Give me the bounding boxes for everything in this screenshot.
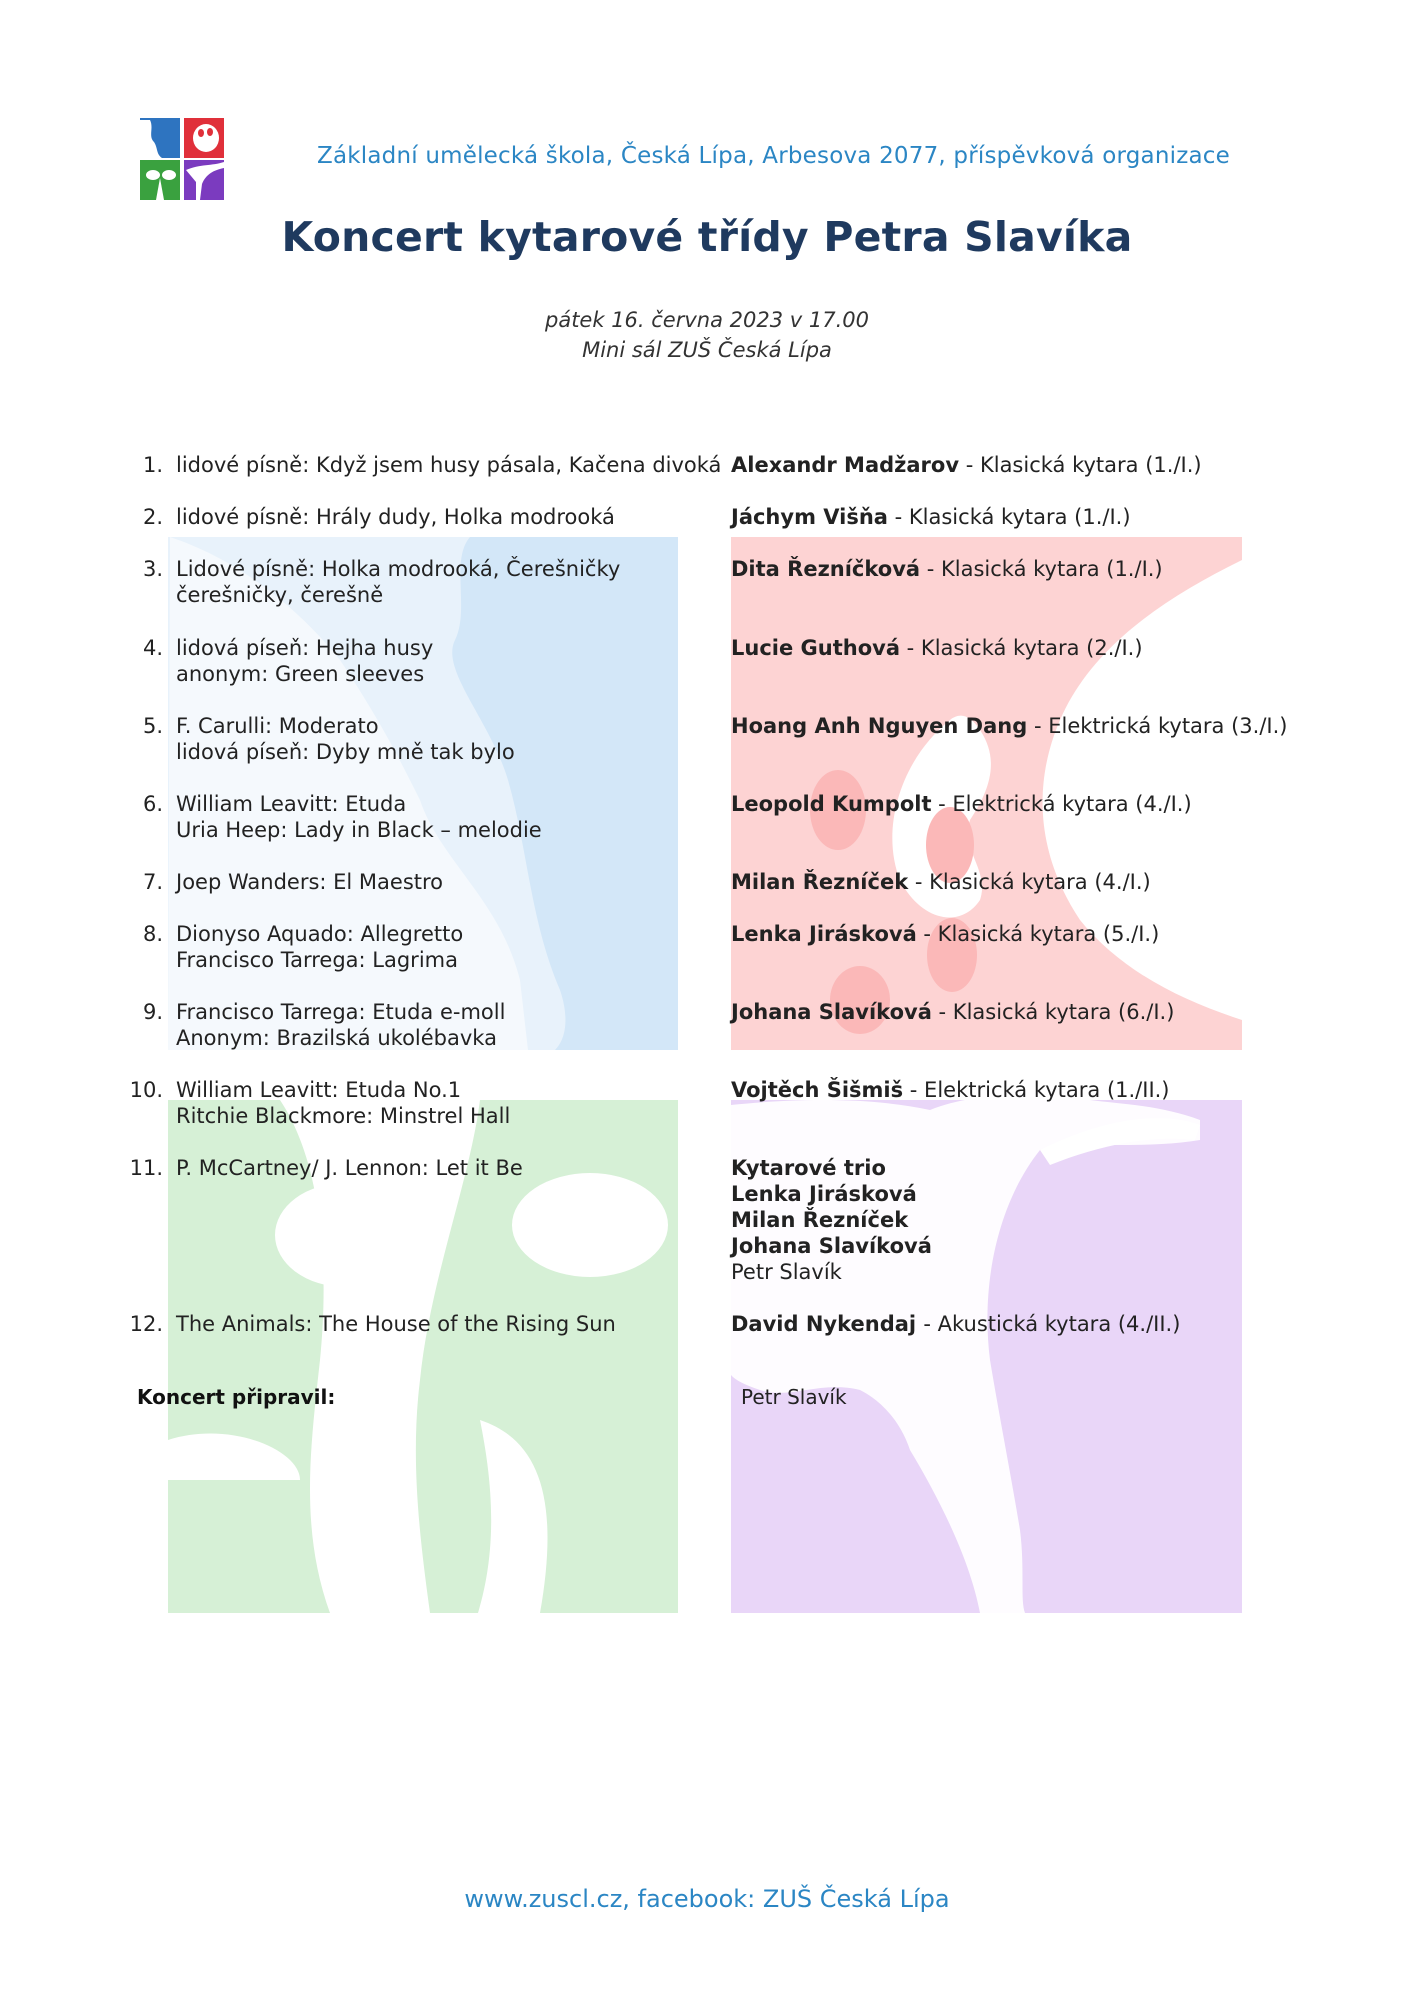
piece-line: P. McCartney/ J. Lennon: Let it Be (176, 1156, 523, 1180)
item-performer (731, 869, 1381, 895)
item-number: 2. (142, 505, 163, 529)
trio-member: Johana Slavíková (731, 1234, 932, 1258)
item-pieces (176, 452, 722, 478)
footer-links: www.zuscl.cz, facebook: ZUŠ Česká Lípa (464, 1885, 950, 1913)
piece-line: Francisco Tarrega: Etuda e-moll (176, 1000, 506, 1024)
prepared-by-name: Petr Slavík (741, 1385, 847, 1409)
piece-line: Uria Heep: Lady in Black – melodie (176, 818, 542, 842)
trio-member: Lenka Jirásková (731, 1182, 917, 1206)
piece-line: lidové písně: Hrály dudy, Holka modrooká (176, 505, 615, 529)
performer-instrument: - Elektrická kytara (3./I.) (1027, 714, 1288, 738)
performer-name: Milan Řezníček (731, 870, 909, 894)
item-performer (731, 504, 1381, 530)
performer-name: Dita Řezníčková (731, 557, 921, 581)
performer-instrument: - Klasická kytara (4./I.) (908, 870, 1151, 894)
performer-name: Lucie Guthová (731, 636, 900, 660)
item-performer (731, 1311, 1381, 1337)
item-performer (731, 635, 1381, 661)
item-number: 6. (142, 792, 163, 816)
piece-line: Dionyso Aquado: Allegretto (176, 922, 464, 946)
item-performer (731, 452, 1381, 478)
item-number: 12. (129, 1312, 163, 1336)
item-number: 8. (142, 922, 163, 946)
piece-line: F. Carulli: Moderato (176, 714, 379, 738)
performer-instrument: - Klasická kytara (2./I.) (900, 636, 1143, 660)
item-number: 11. (129, 1156, 163, 1180)
item-performer (731, 713, 1381, 739)
performer-name: Jáchym Višňa (731, 505, 888, 529)
item-number: 3. (142, 557, 163, 581)
performer-instrument: - Elektrická kytara (4./I.) (931, 792, 1192, 816)
piece-line: anonym: Green sleeves (176, 662, 425, 686)
item-pieces (176, 999, 716, 1051)
item-pieces (176, 791, 716, 843)
piece-line: čerešničky, čerešně (176, 583, 384, 607)
item-pieces (176, 713, 716, 765)
performer-name: Vojtěch Šišmiš (731, 1078, 904, 1102)
performer-name: Alexandr Madžarov (731, 453, 960, 477)
piece-line: Francisco Tarrega: Lagrima (176, 948, 458, 972)
date-and-venue (0, 305, 1414, 365)
concert-date: pátek 16. června 2023 v 17.00 (545, 308, 869, 332)
item-number: 7. (142, 870, 163, 894)
performer-instrument: - Klasická kytara (1./I.) (959, 453, 1202, 477)
performer-name: Johana Slavíková (731, 1000, 932, 1024)
item-number: 9. (142, 1000, 163, 1024)
performer-instrument: - Akustická kytara (4./II.) (923, 1312, 1181, 1336)
trio-teacher: Petr Slavík (731, 1260, 842, 1284)
concert-venue: Mini sál ZUŠ Česká Lípa (582, 338, 832, 362)
performer-name: Lenka Jirásková (731, 922, 917, 946)
performer-name: Leopold Kumpolt (731, 792, 932, 816)
trio-name: Kytarové trio (731, 1156, 886, 1180)
piece-line: lidová píseň: Dyby mně tak bylo (176, 740, 515, 764)
item-performer (731, 921, 1381, 947)
item-pieces (176, 635, 716, 687)
piece-line: The Animals: The House of the Rising Sun (176, 1312, 616, 1336)
piece-line: Ritchie Blackmore: Minstrel Hall (176, 1104, 511, 1128)
item-pieces (176, 1311, 716, 1337)
item-pieces (176, 1077, 716, 1129)
item-pieces (176, 504, 716, 530)
performer-instrument: - Klasická kytara (5./I.) (916, 922, 1160, 946)
piece-line: William Leavitt: Etuda No.1 (176, 1078, 462, 1102)
prepared-by-label: Koncert připravil: (137, 1385, 336, 1409)
trio-member: Milan Řezníček (731, 1208, 909, 1232)
performer-name: David Nykendaj (731, 1312, 924, 1336)
item-performer (731, 556, 1381, 582)
performer-instrument: - Klasická kytara (6./I.) (931, 1000, 1175, 1024)
item-performer (731, 791, 1381, 817)
school-name: Základní umělecká škola, Česká Lípa, Arbesova 2077, příspěvková organizace (317, 143, 1230, 169)
item-number: 5. (142, 714, 163, 738)
item-number: 4. (142, 636, 163, 660)
piece-line: lidové písně: Když jsem husy pásala, Kačena divoká (176, 453, 722, 477)
performer-instrument: - Elektrická kytara (1./II.) (903, 1078, 1170, 1102)
piece-line: Anonym: Brazilská ukolébavka (176, 1026, 497, 1050)
performer-instrument: - Klasická kytara (1./I.) (920, 557, 1163, 581)
item-pieces (176, 869, 716, 895)
item-pieces (176, 921, 716, 973)
piece-line: William Leavitt: Etuda (176, 792, 407, 816)
item-performer (731, 1077, 1381, 1103)
item-pieces (176, 1155, 716, 1181)
trio-performers (731, 1155, 1381, 1285)
item-number: 1. (142, 453, 163, 477)
performer-name: Hoang Anh Nguyen Dang (731, 714, 1028, 738)
school-logo (140, 118, 224, 200)
piece-line: lidová píseň: Hejha husy (176, 636, 434, 660)
piece-line: Joep Wanders: El Maestro (176, 870, 444, 894)
item-performer (731, 999, 1381, 1025)
performer-instrument: - Klasická kytara (1./I.) (887, 505, 1131, 529)
item-number: 10. (129, 1078, 163, 1102)
concert-title: Koncert kytarové třídy Petra Slavíka (281, 213, 1133, 261)
piece-line: Lidové písně: Holka modrooká, Čerešničky (176, 557, 621, 581)
item-pieces (176, 556, 716, 608)
